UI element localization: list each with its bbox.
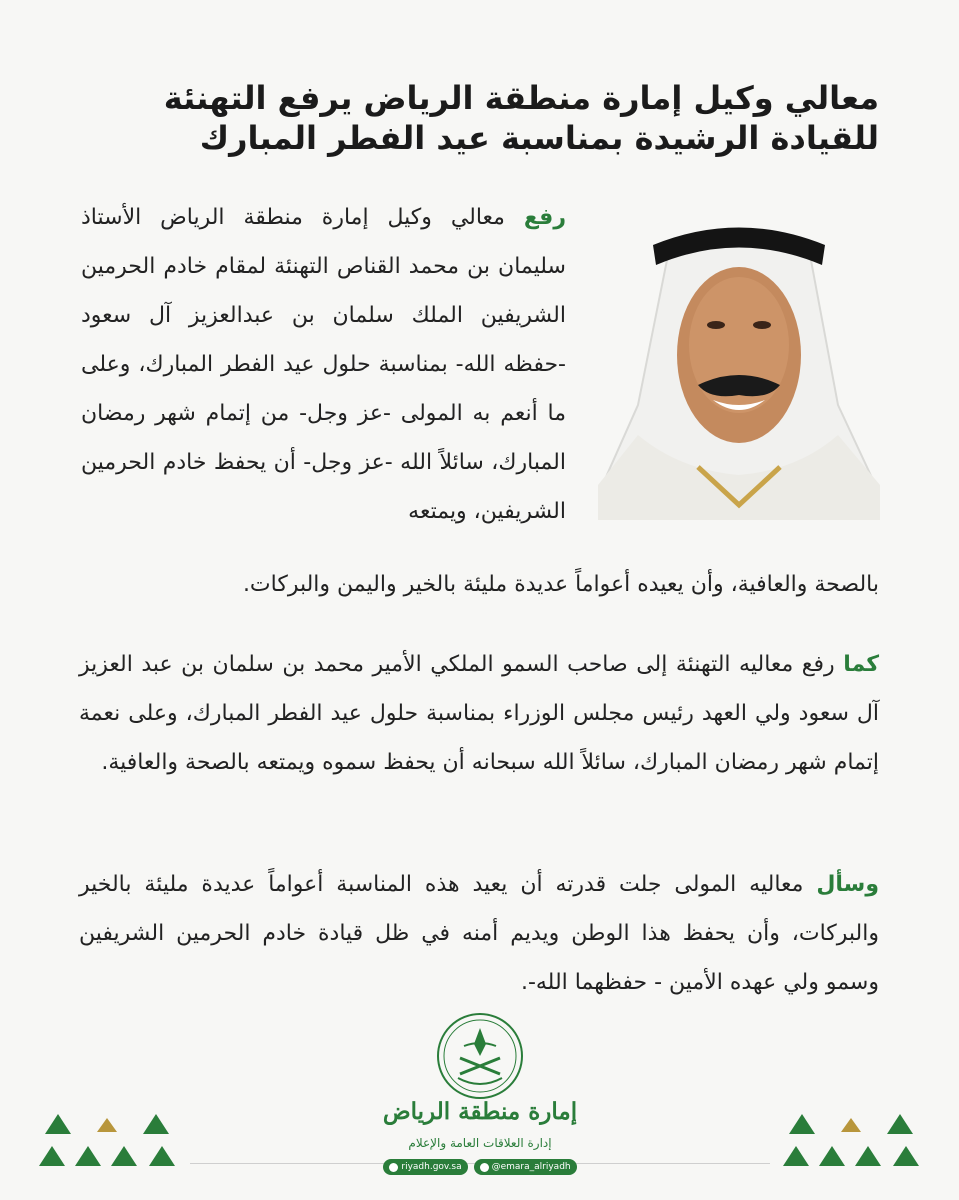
- paragraph-2-lead: كما: [843, 652, 879, 677]
- decorative-triangles-right: [782, 1112, 922, 1172]
- department-name: إدارة العلاقات العامة والإعلام: [408, 1136, 552, 1150]
- paragraph-2-text: رفع معاليه التهنئة إلى صاحب السمو الملكي الأمير محمد بن سلمان بن عبد العزيز آل سعود ولي العهد رئيس مجلس الوزراء بمناسبة حلول عيد الفطر المبارك، وعلى نعمة إتمام شهر رمضان المبارك، سائلاً الله سبحانه أن يحفظ سموه ويمتعه بالصحة والعافية.: [79, 652, 879, 775]
- social-handle[interactable]: [474, 1159, 577, 1175]
- globe-icon: [389, 1163, 398, 1172]
- paragraph-1-continuation: بالصحة والعافية، وأن يعيده أعواماً عديدة مليئة بالخير واليمن والبركات.: [242, 572, 879, 597]
- paragraph-2: [79, 640, 879, 787]
- website-link-text: riyadh.gov.sa: [401, 1162, 462, 1172]
- x-logo-icon: [480, 1163, 489, 1172]
- decorative-triangles-left: [38, 1112, 178, 1172]
- brand-logotype: إمارة منطقة الرياض: [382, 1098, 578, 1125]
- paragraph-1-text: معالي وكيل إمارة منطقة الرياض الأستاذ سليمان بن محمد القناص التهنئة لمقام خادم الحرمين الشريفين الملك سلمان بن عبدالعزيز آل سعود -حفظه الله- بمناسبة حلول عيد الفطر المبارك، وعلى ما أنعم به المولى -عز وجل- من إتمام شهر رمضان المبارك، سائلاً الله -عز وجل- أن يحفظ خادم الحرمين الشريفين، ويمتعه: [81, 205, 566, 524]
- paragraph-3-text: معاليه المولى جلت قدرته أن يعيد هذه المناسبة أعواماً عديدة مليئة بالخير والبركات، وأن يحفظ هذا الوطن ويديم أمنه في ظل قيادة خادم الحرمين الشريفين وسمو ولي عهده الأمين - حفظهما الله-.: [79, 872, 879, 995]
- paragraph-3: [79, 860, 879, 1007]
- portrait-photo: [598, 205, 880, 520]
- headline: معالي وكيل إمارة منطقة الرياض يرفع التهنئة للقيادة الرشيدة بمناسبة عيد الفطر المبارك: [163, 79, 879, 157]
- footer-handles: [385, 1159, 575, 1177]
- saudi-emblem-icon: [436, 1012, 524, 1100]
- social-handle-text: @emara_alriyadh: [491, 1162, 571, 1172]
- website-link[interactable]: [383, 1159, 467, 1175]
- paragraph-1-lead: رفع: [523, 205, 566, 230]
- paragraph-1: [81, 193, 566, 536]
- paragraph-3-lead: وسأل: [816, 872, 879, 897]
